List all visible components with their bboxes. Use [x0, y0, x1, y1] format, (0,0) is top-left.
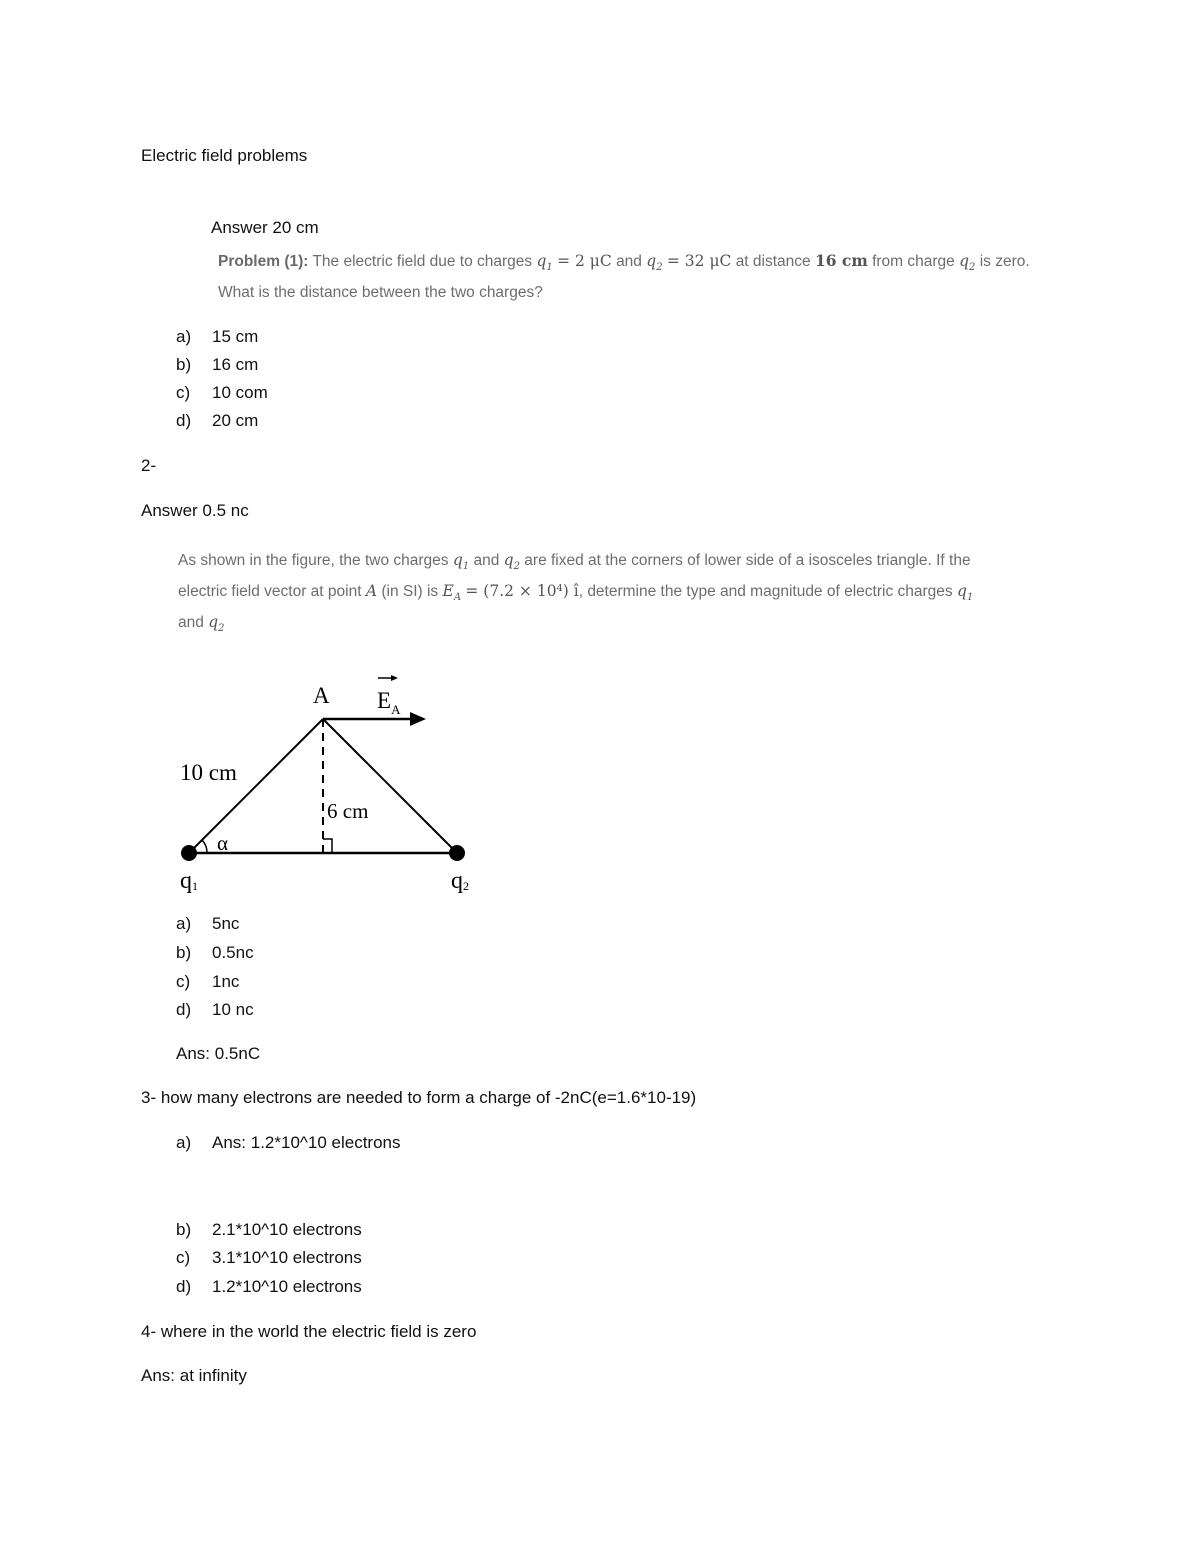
label-q2: q2: [451, 868, 469, 894]
label-alpha: α: [217, 831, 229, 855]
label-point-a: A: [313, 683, 330, 708]
q3-question: 3- how many electrons are needed to form a charge of -2nC(e=1.6*10-19): [141, 1088, 697, 1107]
q1-problem-label: Problem (1):: [218, 253, 309, 270]
page-title: Electric field problems: [141, 146, 308, 165]
q1-option-c: c) 10 com: [176, 383, 268, 402]
field-vector-symbol: $E_A$: [442, 582, 462, 604]
q1-charge-ref: $q_2$: [959, 252, 976, 274]
alpha-arc: [202, 840, 207, 853]
q1-option-b: b) 16 cm: [176, 355, 259, 374]
field-vector-value: = (7.2 × 10⁴) î: [465, 582, 579, 600]
q1-charge-symbol: $q_1$: [536, 252, 553, 274]
triangle-left-side: [189, 719, 323, 853]
q1-option-a: a) 15 cm: [176, 327, 259, 346]
q3-option-a: a) Ans: 1.2*10^10 electrons: [176, 1133, 401, 1152]
q2-problem-line3: and $q_2$: [178, 613, 225, 635]
q1-distance: 16 cm: [814, 251, 868, 270]
q1-answer: Answer 20 cm: [211, 218, 319, 237]
charge-q2-dot: [449, 845, 465, 861]
charge-q1-dot: [181, 845, 197, 861]
q1-problem-line2: What is the distance between the two charges?: [218, 284, 543, 301]
q2-answer: Answer 0.5 nc: [141, 501, 249, 520]
q2-number: 2-: [141, 456, 157, 475]
label-height: 6 cm: [327, 799, 369, 823]
q1-problem-text-a: The electric field due to charges: [312, 253, 533, 270]
field-arrow-head: [410, 712, 426, 726]
q1-option-d: d) 20 cm: [176, 411, 259, 430]
triangle-right-side: [323, 719, 457, 853]
q2-problem-line2: electric field vector at point A (in SI) is $E_A = (7.2 \times 10^4)$ î, determine the type and magnitude of electric charges $q_1$: [178, 582, 974, 604]
q4-ans: Ans: at infinity: [141, 1366, 247, 1385]
q2-charge-value: = 32 μC: [666, 252, 732, 270]
q1-problem-line1: [218, 250, 1030, 279]
vector-bar-head: [391, 675, 398, 681]
q1-and: and: [616, 253, 642, 270]
q2-problem-line1: As shown in the figure, the two charges $q_1$ and $q_2$ are fixed at the corners of lower side of a isosceles triangle. If the: [178, 551, 971, 573]
q2-ans: Ans: 0.5nC: [176, 1044, 261, 1063]
q3-option-b: b) 2.1*10^10 electrons: [176, 1220, 362, 1239]
q2-option-d: d) 10 nc: [176, 1000, 254, 1019]
q1-charge-value: = 2 μC: [557, 252, 612, 270]
label-side-length: 10 cm: [180, 760, 237, 785]
right-angle-mark: [323, 839, 332, 853]
q2-option-b: b) 0.5nc: [176, 943, 254, 962]
q2-charge-symbol: $q_2$: [646, 252, 663, 274]
q2-option-c: c) 1nc: [176, 972, 240, 991]
triangle-figure: [170, 675, 490, 900]
q2-option-a: a) 5nc: [176, 914, 240, 933]
q3-option-d: d) 1.2*10^10 electrons: [176, 1277, 362, 1296]
q1-problem-text-b: at distance: [735, 253, 811, 270]
q1-problem-text-d: is zero.: [979, 253, 1030, 270]
q1-problem-text-c: from charge: [872, 253, 955, 270]
label-q1: q1: [180, 868, 198, 894]
q4-question: 4- where in the world the electric field is zero: [141, 1322, 477, 1341]
label-field-e: $E_A$: [377, 688, 401, 717]
q3-option-c: c) 3.1*10^10 electrons: [176, 1248, 362, 1267]
